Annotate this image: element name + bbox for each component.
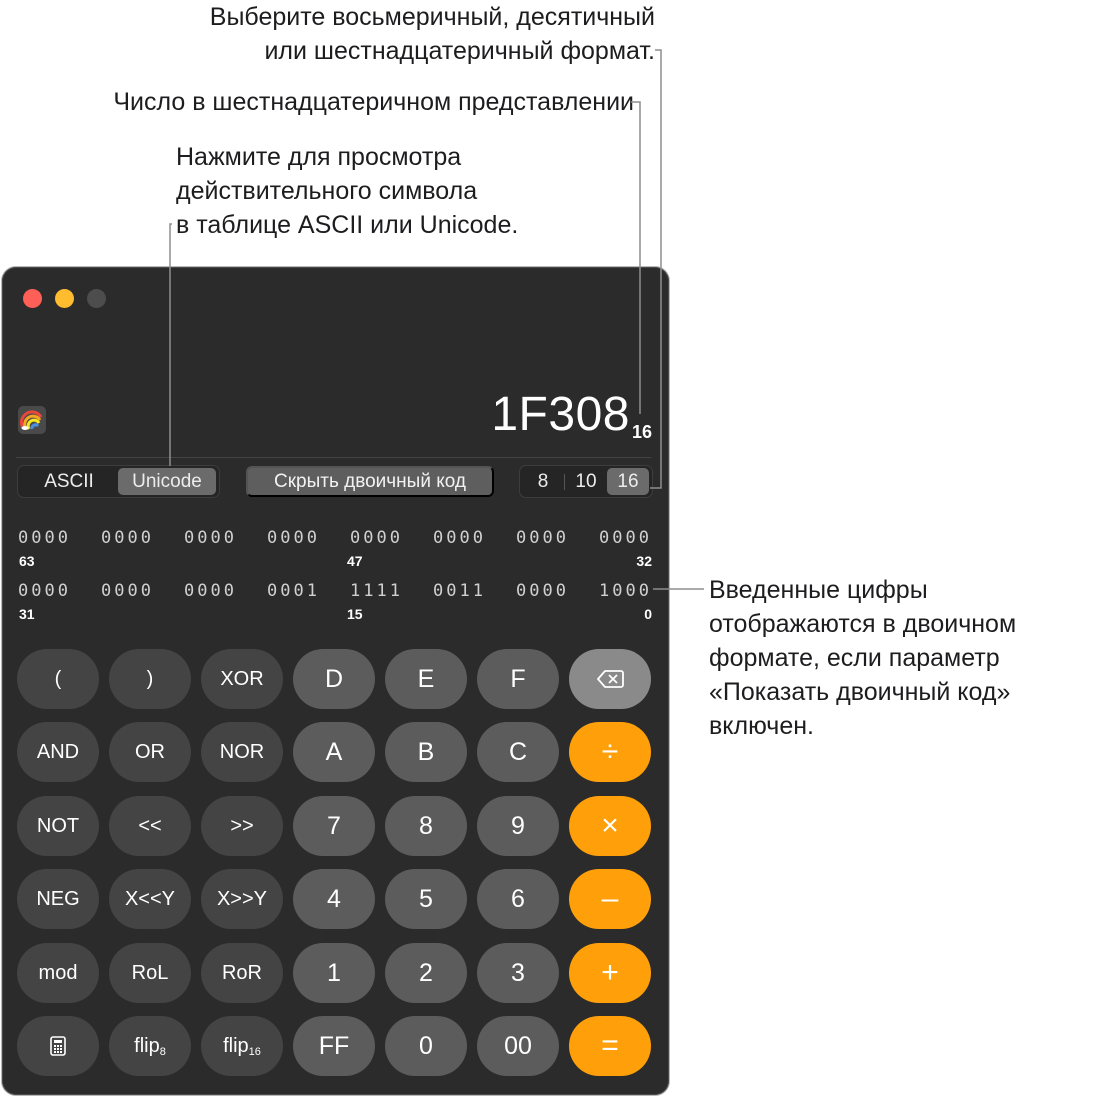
binary-bit-index: 0 (644, 606, 652, 622)
binary-group-row2-8[interactable]: 1000 (599, 581, 652, 601)
binary-group-row2-3[interactable]: 0000 (184, 581, 237, 601)
key-xor[interactable]: XOR (201, 649, 283, 709)
key-rotate-left[interactable]: RoL (109, 943, 191, 1003)
binary-bit-index: 47 (347, 553, 363, 569)
hide-binary-button[interactable]: Скрыть двоичный код (246, 466, 494, 497)
key-digit-e[interactable]: E (385, 649, 467, 709)
leader-line-hex (631, 102, 640, 414)
key-digit-f[interactable]: F (477, 649, 559, 709)
display-value: 1F308 (491, 388, 630, 441)
key-digit-ff[interactable]: FF (293, 1016, 375, 1076)
key-digit-1[interactable]: 1 (293, 943, 375, 1003)
key-divide[interactable]: ÷ (569, 722, 651, 782)
binary-bit-index: 15 (347, 606, 363, 622)
leader-line-character (170, 224, 172, 466)
key-digit-a[interactable]: A (293, 722, 375, 782)
key-digit-5[interactable]: 5 (385, 869, 467, 929)
key-digit-6[interactable]: 6 (477, 869, 559, 929)
binary-group-row1-4[interactable]: 0000 (267, 528, 320, 548)
binary-group-row1-2[interactable]: 0000 (101, 528, 154, 548)
encoding-option-unicode[interactable]: Unicode (118, 468, 216, 495)
binary-group-row2-5[interactable]: 1111 (350, 581, 403, 601)
key-neg[interactable]: NEG (17, 869, 99, 929)
base-option-8[interactable]: 8 (537, 470, 549, 492)
key-label: flip$_8$ (134, 1034, 166, 1058)
key-digit-3[interactable]: 3 (477, 943, 559, 1003)
key-multiply[interactable]: × (569, 796, 651, 856)
binary-group-row1-1[interactable]: 0000 (18, 528, 71, 548)
binary-group-row2-1[interactable]: 0000 (18, 581, 71, 601)
binary-group-row2-6[interactable]: 0011 (433, 581, 486, 601)
binary-bit-index: 32 (636, 553, 652, 569)
callout-format-line1: Выберите восьмеричный, десятичный (209, 3, 655, 31)
binary-bit-index: 63 (19, 553, 35, 569)
key-or[interactable]: OR (109, 722, 191, 782)
key-digit-b[interactable]: B (385, 722, 467, 782)
binary-group-row2-4[interactable]: 0001 (267, 581, 320, 601)
key-rotate-right[interactable]: RoR (201, 943, 283, 1003)
key-digit-8[interactable]: 8 (385, 796, 467, 856)
key-subtract[interactable]: – (569, 869, 651, 929)
binary-group-row1-8[interactable]: 0000 (599, 528, 652, 548)
key-add[interactable]: + (569, 943, 651, 1003)
key-shift-right-y[interactable]: X>>Y (201, 869, 283, 929)
binary-group-row1-7[interactable]: 0000 (516, 528, 569, 548)
key-digit-0[interactable]: 0 (385, 1016, 467, 1076)
key-shift-left-y[interactable]: X<<Y (109, 869, 191, 929)
key-digit-c[interactable]: C (477, 722, 559, 782)
key-digit-9[interactable]: 9 (477, 796, 559, 856)
base-option-16[interactable]: 16 (607, 468, 649, 495)
callout-format-line2: или шестнадцатеричный формат. (264, 37, 655, 65)
display-base: 16 (631, 422, 652, 442)
leader-line-format (650, 50, 661, 488)
binary-bit-index: 31 (19, 606, 35, 622)
key-not[interactable]: NOT (17, 796, 99, 856)
key-nor[interactable]: NOR (201, 722, 283, 782)
key-digit-d[interactable]: D (293, 649, 375, 709)
key-equals[interactable]: = (569, 1016, 651, 1076)
key-digit-7[interactable]: 7 (293, 796, 375, 856)
binary-group-row1-5[interactable]: 0000 (350, 528, 403, 548)
key-digit-00[interactable]: 00 (477, 1016, 559, 1076)
callout-character: Нажмите для просмотра действительного символа в таблице ASCII или Unicode. (176, 143, 519, 239)
key-shift-left[interactable]: << (109, 796, 191, 856)
key-digit-4[interactable]: 4 (293, 869, 375, 929)
binary-group-row2-7[interactable]: 0000 (516, 581, 569, 601)
binary-group-row1-3[interactable]: 0000 (184, 528, 237, 548)
key-label: flip$_{16}$ (223, 1034, 261, 1058)
callout-hex-number: Число в шестнадцатеричном представлении (113, 88, 634, 116)
key-open-paren[interactable]: ( (17, 649, 99, 709)
key-mod[interactable]: mod (17, 943, 99, 1003)
key-digit-2[interactable]: 2 (385, 943, 467, 1003)
key-and[interactable]: AND (17, 722, 99, 782)
encoding-option-ascii[interactable]: ASCII (44, 470, 94, 492)
key-close-paren[interactable]: ) (109, 649, 191, 709)
binary-group-row2-2[interactable]: 0000 (101, 581, 154, 601)
callout-binary: Введенные цифры отображаются в двоичном формате, если параметр «Показать двоичный код» включен. (709, 576, 1017, 740)
key-shift-right[interactable]: >> (201, 796, 283, 856)
binary-group-row1-6[interactable]: 0000 (433, 528, 486, 548)
base-option-10[interactable]: 10 (575, 470, 597, 492)
